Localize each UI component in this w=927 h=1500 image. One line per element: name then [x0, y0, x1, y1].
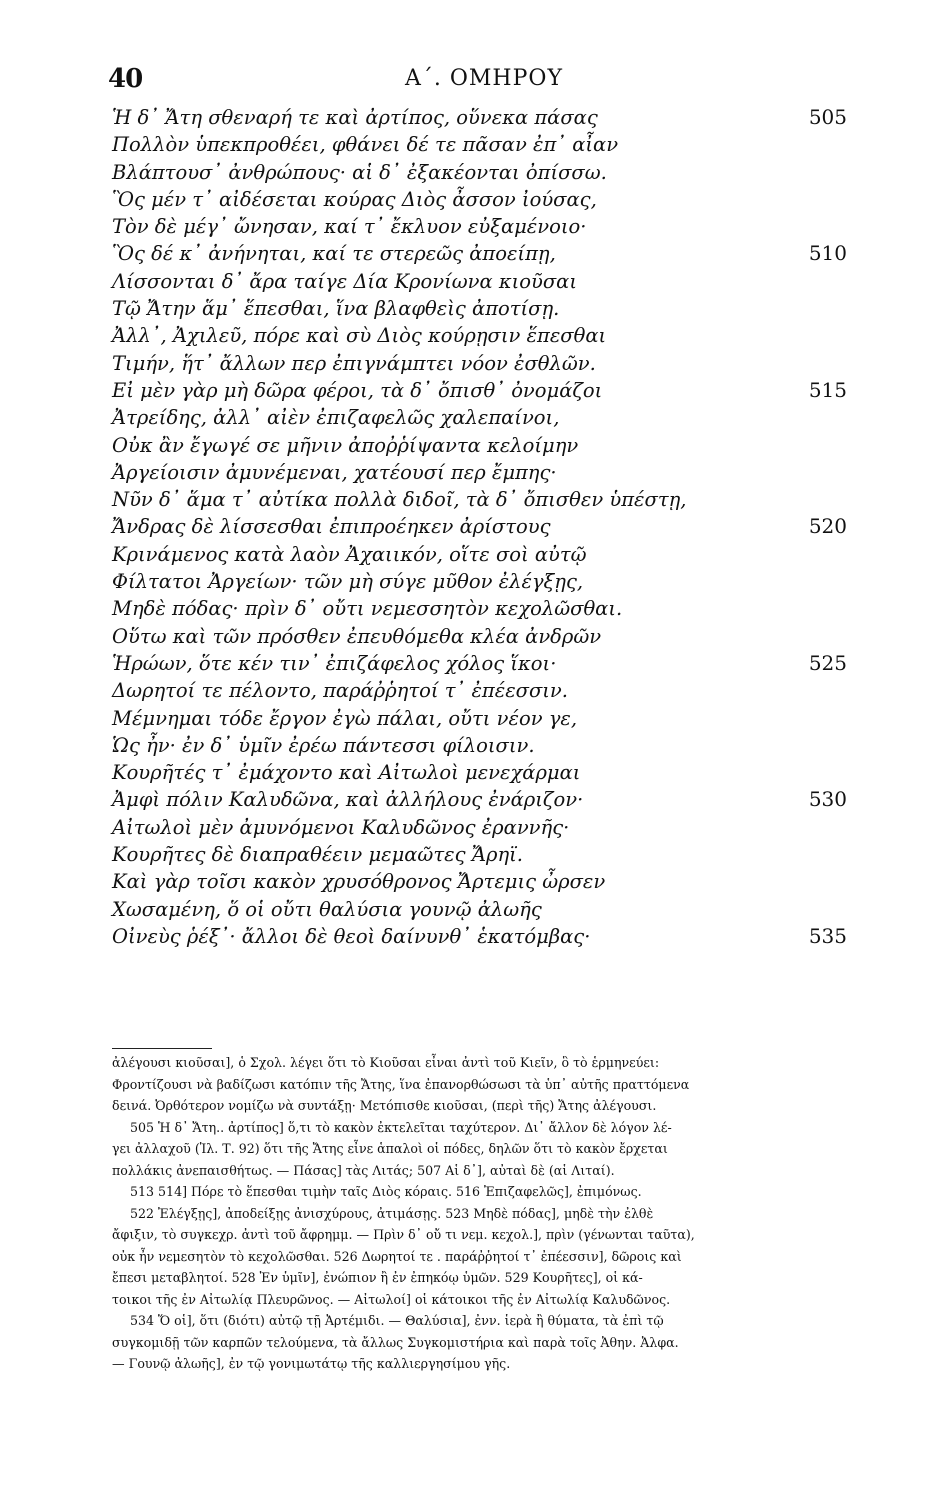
footnote-line [0, 1117, 927, 1139]
verse-line [0, 104, 927, 131]
verse-text: Ὡς ἦν· ἐν δ᾽ ὑμῖν ἐρέω πάντεσσι φίλοισιν. [112, 733, 535, 757]
footnote-line [0, 1095, 927, 1117]
line-number: 505 [808, 105, 847, 129]
verse-text: Ὃς μέν τ᾽ αἰδέσεται κούρας Διὸς ἆσσον ἰούσας, [112, 187, 597, 211]
verse-text: Εἰ μὲν γὰρ μὴ δῶρα φέροι, τὰ δ᾽ ὄπισθ᾽ ὀνομάζοι [112, 378, 603, 402]
verse-text: Πολλὸν ὑπεκπροθέει, φθάνει δέ τε πᾶσαν ἐπ᾽ αἶαν [112, 133, 619, 157]
footnote-text: 534 Ὅ οἱ], ὅτι (διότι) αὐτῷ τῇ Ἀρτέμιδι. — Θαλύσια], ἐνν. ἱερὰ ἢ θύματα, τὰ ἐπὶ τῷ [130, 1313, 664, 1328]
footnote-text: 505 Ἡ δ᾽ Ἄτη.. ἀρτίπος] ὅ,τι τὸ κακὸν ἐκτελεῖται ταχύτερον. Δι᾽ ἄλλον δὲ λόγον λέ- [130, 1119, 672, 1135]
footnote-text: — Γουνῷ ἀλωῆς], ἐν τῷ γονιμωτάτῳ τῆς καλλιεργησίμου γῆς. [112, 1356, 511, 1371]
footnote-line [0, 1332, 927, 1354]
verse-text: Αἰτωλοὶ μὲν ἀμυνόμενοι Καλυδῶνος ἐραννῆς· [112, 815, 570, 839]
verse-line [0, 759, 927, 786]
verse-line [0, 705, 927, 732]
line-number: 525 [808, 650, 847, 675]
footnote-text: Φροντίζουσι νὰ βαδίζωσι κατόπιν τῆς Ἄτης, ἵνα ἐπανορθώσωσι τὰ ὑπ᾽ αὐτῆς πραττόμενα [112, 1076, 690, 1092]
verse-text: Κουρῆτές τ᾽ ἐμάχοντο καὶ Αἰτωλοὶ μενεχάρμαι [112, 761, 581, 785]
footnote-line [0, 1224, 927, 1246]
footnote-line [0, 1160, 927, 1182]
verse-text: Χωσαμένη, ὅ οἱ οὔτι θαλύσια γουνῷ ἀλωῆς [112, 897, 542, 921]
verse-line [0, 650, 927, 677]
footnote-line [0, 1353, 927, 1375]
footnote-text: οὐκ ἦν νεμεσητὸν τὸ κεχολῶσθαι. 526 Δωρητοί τε . παράῤῥητοί τ᾽ ἐπέεσσιν], δῶροις καὶ [112, 1248, 682, 1264]
verse-text: Ἀργείοισιν ἀμυνέμεναι, χατέουσί περ ἔμπης· [112, 460, 557, 484]
footnote-line [0, 1289, 927, 1311]
footnote-line [0, 1074, 927, 1096]
footnote-text: ἄφιξιν, τὸ συγκεχρ. ἀντὶ τοῦ ἄφρημμ. — Πρὶν δ᾽ οὔ τι νεμ. κεχολ.], πρὶν (γένωνται ταῦτα), [112, 1227, 695, 1242]
footnote-text: ἔπεσι μεταβλητοί. 528 Ἐν ὑμῖν], ἐνώπιον ἢ ἐν ἐπηκόῳ ὑμῶν. 529 Κουρῆτες], οἱ κά- [112, 1270, 643, 1285]
verse-line [0, 732, 927, 759]
verse-line [0, 377, 927, 404]
verse-line [0, 486, 927, 513]
verse-line [0, 841, 927, 868]
verse-text: Ἀμφὶ πόλιν Καλυδῶνα, καὶ ἀλλήλους ἐνάριζον· [112, 788, 584, 812]
verse-line [0, 240, 927, 267]
verse-text: Ἀτρείδης, ἀλλ᾽ αἰὲν ἐπιζαφελῶς χαλεπαίνοι, [112, 406, 560, 430]
footnote-rule [112, 1048, 212, 1049]
verse-line [0, 350, 927, 377]
verse-line [0, 295, 927, 322]
verse-line [0, 404, 927, 431]
verse-line [0, 595, 927, 622]
verse-text: Ἀλλ᾽, Ἀχιλεῦ, πόρε καὶ σὺ Διὸς κούρῃσιν ἕπεσθαι [112, 324, 607, 348]
verse-block [0, 104, 927, 950]
footnote-text: 513 514] Πόρε τὸ ἕπεσθαι τιμὴν ταῖς Διὸς κόραις. 516 Ἐπιζαφελῶς], ἐπιμόνως. [130, 1184, 642, 1199]
verse-line [0, 432, 927, 459]
verse-text: Καὶ γὰρ τοῖσι κακὸν χρυσόθρονος Ἄρτεμις ὦρσεν [112, 870, 606, 894]
verse-line [0, 513, 927, 540]
verse-text: Νῦν δ᾽ ἅμα τ᾽ αὐτίκα πολλὰ διδοῖ, τὰ δ᾽ ὄπισθεν ὑπέστῃ, [112, 488, 687, 512]
footnote-text: ἀλέγουσι κιοῦσαι], ὁ Σχολ. λέγει ὅτι τὸ Κιοῦσαι εἶναι ἀντὶ τοῦ Κιεῖν, ὃ τὸ ἑρμηνεύει: [112, 1055, 660, 1070]
verse-text: Κρινάμενος κατὰ λαὸν Ἀχαιικόν, οἵτε σοὶ αὐτῷ [112, 542, 587, 566]
verse-text: Τιμήν, ἥτ᾽ ἄλλων περ ἐπιγνάμπτει νόον ἐσθλῶν. [112, 351, 596, 375]
line-number: 510 [808, 241, 847, 266]
verse-line [0, 568, 927, 595]
footnote-line [0, 1267, 927, 1289]
verse-text: Οὕτω καὶ τῶν πρόσθεν ἐπευθόμεθα κλέα ἀνδρῶν [112, 624, 602, 648]
footnote-text: 522 Ἐλέγξῃς], ἀποδείξῃς ἀνισχύρους, ἀτιμάσῃς. 523 Μηδὲ πόδας], μηδὲ τὴν ἐλθὲ [130, 1205, 654, 1221]
footnote-line [0, 1310, 927, 1332]
footnote-text: συγκομιδῇ τῶν καρπῶν τελούμενα, τὰ ἄλλως Συγκομιστήρια καὶ παρὰ τοῖς Ἀθην. Ἀλφα. [112, 1334, 679, 1350]
verse-line [0, 541, 927, 568]
verse-line [0, 159, 927, 186]
line-number: 515 [808, 377, 847, 402]
verse-text: Δωρητοί τε πέλοντο, παράῤῥητοί τ᾽ ἐπέεσσιν. [112, 679, 568, 703]
footnote-line [0, 1246, 927, 1268]
line-number: 520 [808, 514, 847, 539]
verse-line [0, 186, 927, 213]
verse-line [0, 814, 927, 841]
verse-line [0, 131, 927, 158]
verse-text: Κουρῆτες δὲ διαπραθέειν μεμαῶτες Ἄρηϊ. [112, 843, 524, 867]
verse-line [0, 677, 927, 704]
footnote-line [0, 1203, 927, 1225]
footnote-text: τοικοι τῆς ἐν Αἰτωλίᾳ Πλευρῶνος. — Αἰτωλοί] οἱ κάτοικοι τῆς ἐν Αἰτωλίᾳ Καλυδῶνος. [112, 1291, 671, 1307]
verse-text: Τῷ Ἄτην ἅμ᾽ ἕπεσθαι, ἵνα βλαφθεὶς ἀποτίσῃ. [112, 297, 560, 321]
verse-text: Ἡρώων, ὅτε κέν τιν᾽ ἐπιζάφελος χόλος ἵκοι· [112, 651, 557, 675]
verse-text: Οἰνεὺς ῥέξ᾽· ἄλλοι δὲ θεοὶ δαίνυνθ᾽ ἑκατόμβας· [112, 924, 591, 948]
verse-line [0, 786, 927, 813]
line-number: 530 [808, 787, 847, 812]
verse-line [0, 896, 927, 923]
verse-line [0, 868, 927, 895]
footnote-block [0, 1052, 927, 1375]
verse-text: Φίλτατοι Ἀργείων· τῶν μὴ σύγε μῦθον ἐλέγξῃς, [112, 570, 584, 594]
line-number: 535 [808, 923, 847, 948]
verse-text: Λίσσονται δ᾽ ἄρα ταίγε Δία Κρονίωνα κιοῦσαι [112, 269, 577, 293]
verse-text: Ἄνδρας δὲ λίσσεσθαι ἐπιπροέηκεν ἀρίστους [112, 515, 551, 539]
verse-text: Οὐκ ἂν ἔγωγέ σε μῆνιν ἀποῤῥίψαντα κελοίμην [112, 433, 579, 457]
footnote-text: πολλάκις ἀνεπαισθήτως. — Πάσας] τὰς Λιτάς; 507 Αἱ δ᾽], αὐταὶ δὲ (αἱ Λιταί). [112, 1162, 615, 1178]
footnote-text: δεινά. Ὀρθότερον νομίζω νὰ συντάξῃ· Μετόπισθε κιοῦσαι, (περὶ τῆς) Ἄτης ἀλέγουσι. [112, 1098, 657, 1113]
verse-text: Τὸν δὲ μέγ᾽ ὤνησαν, καί τ᾽ ἔκλυον εὐξαμένοιο· [112, 215, 587, 239]
footnote-text: γει ἀλλαχοῦ (Ἰλ. Τ. 92) ὅτι τῆς Ἄτης εἶνε ἁπαλοὶ οἱ πόδες, δηλῶν ὅτι τὸ κακὸν ἔρχεται [112, 1141, 668, 1156]
verse-line [0, 322, 927, 349]
verse-text: Μηδὲ πόδας· πρὶν δ᾽ οὔτι νεμεσσητὸν κεχολῶσθαι. [112, 597, 623, 621]
running-head: Α΄. ΟΜΗΡΟΥ [405, 66, 563, 91]
footnote-line [0, 1181, 927, 1203]
footnote-line [0, 1138, 927, 1160]
verse-text: Ἡ δ᾽ Ἄτη σθεναρή τε καὶ ἀρτίπος, οὕνεκα πάσας [112, 106, 598, 129]
verse-line [0, 268, 927, 295]
verse-line [0, 923, 927, 950]
footnote-line [0, 1052, 927, 1074]
page-number: 40 [108, 64, 143, 94]
verse-line [0, 623, 927, 650]
verse-text: Μέμνημαι τόδε ἔργον ἐγὼ πάλαι, οὔτι νέον γε, [112, 706, 578, 730]
verse-text: Ὃς δέ κ᾽ ἀνήνηται, καί τε στερεῶς ἀποείπῃ, [112, 242, 556, 266]
verse-line [0, 459, 927, 486]
page-header [0, 64, 927, 104]
verse-text: Βλάπτουσ᾽ ἀνθρώπους· αἱ δ᾽ ἐξακέονται ὀπίσσω. [112, 160, 607, 184]
verse-line [0, 213, 927, 240]
